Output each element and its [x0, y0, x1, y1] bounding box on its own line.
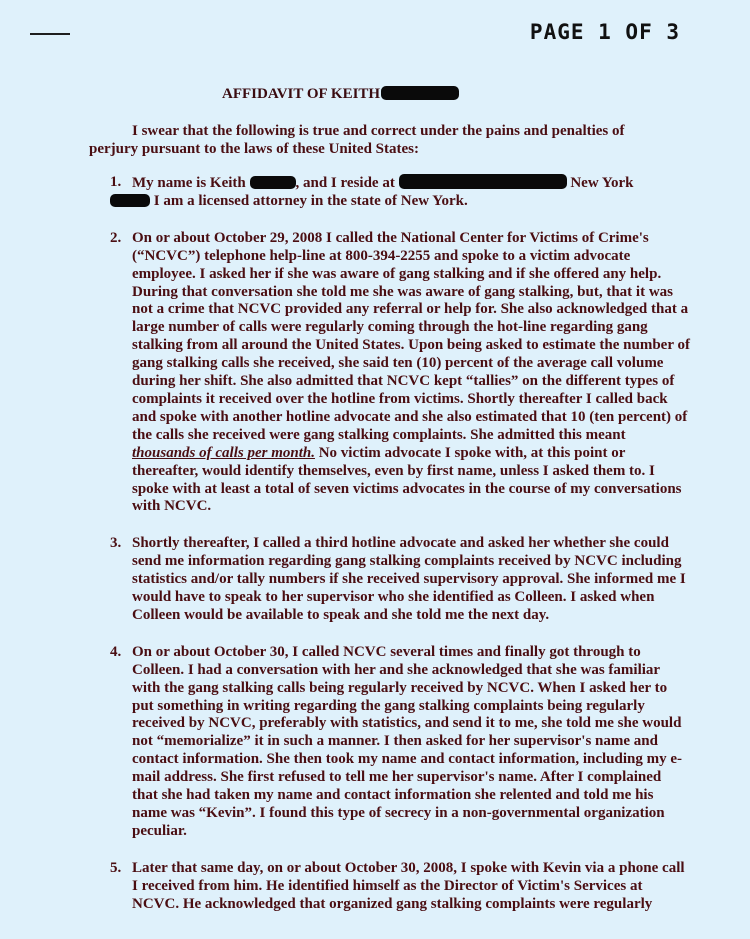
- emphasis-text: thousands of calls per month.: [132, 444, 315, 461]
- margin-mark: [30, 33, 70, 35]
- item-text: Shortly thereafter, I called a third hotline advocate and asked her whether she could send me information regarding gang stalking complaints received by NCVC including statistics and/or tally numbers if she received supervisory approval. She informed me I would have to speak to her supervisor who she identified as Colleen. I asked when Colleen would be available to speak and she told me the next day.: [132, 535, 686, 623]
- item-number: 4.: [110, 643, 122, 660]
- item-text-segment: New York: [570, 175, 634, 191]
- item-text-segment: On or about October 29, 2008 I called the National Center for Victims of Crime's (“NCVC”) telephone help-line at 800-394-2255 and spoke to a victim advocate employee. I asked her if she was aware of gang stalking and if she offered any help. During that conversation she told me she was aware of gang stalking, but, that it was not a crime that NCVC provided any referral or help for. She also acknowledged that a large number of calls were regularly coming through the hot-line regarding gang stalking from all around the United States. Upon being asked to estimate the number of gang stalking calls she received, she said ten (10) percent of the average call volume during her shift. She also admitted that NCVC kept “tallies” on the different types of complaints it received over the hotline from victims. Shortly thereafter I called back and spoke with another hotline advocate and she also estimated that 10 (ten percent) of the calls she received were gang stalking complaints. She admitted this meant: [132, 229, 690, 443]
- affidavit-item: [110, 860, 690, 914]
- page-number-label: PAGE 1 OF 3: [529, 20, 680, 44]
- item-number: 2.: [110, 229, 122, 246]
- title-text: AFFIDAVIT OF KEITH: [222, 86, 381, 102]
- item-number: 3.: [110, 535, 122, 552]
- intro-paragraph: I swear that the following is true and correct under the pains and penalties of perjury pursuant to the laws of these United States:: [89, 123, 625, 157]
- redaction-mark: [381, 86, 459, 100]
- item-number: 5.: [110, 859, 122, 876]
- affidavit-items: [110, 174, 690, 933]
- item-text-segment: My name is Keith: [132, 175, 246, 191]
- redaction-mark: [110, 194, 150, 207]
- item-text: [132, 230, 690, 517]
- item-text: Later that same day, on or about October 30, 2008, I spoke with Kevin via a phone call I received from him. He identified himself as the Director of Victim's Services at NCVC. He acknowledged that organized gang stalking complaints were regularly: [132, 859, 685, 912]
- item-text: [132, 174, 690, 211]
- affidavit-item: [110, 644, 690, 841]
- item-text: On or about October 30, I called NCVC several times and finally got through to Colleen. I had a conversation with her and she acknowledged that she was familiar with the gang stalking calls being regularly received by NCVC. When I asked her to put something in writing regarding the gang stalking complaints being regularly received by NCVC, preferably with statistics, and send it to me, she told me she would not “memorialize” it in such a manner. I then asked for her supervisor's name and contact information. She then took my name and contact information, including my e-mail address. She first refused to tell me her supervisor's name. After I complained that she had taken my name and contact information she relented and told me his name was “Kevin”. I found this type of secrecy in a non-governmental organization peculiar.: [132, 643, 682, 839]
- item-text-segment: No victim advocate I spoke with, at this point or thereafter, would identify themselves, even by first name, unless I asked them to. I spoke with at least a total of seven victims advocates in the course of my conversations with NCVC.: [132, 444, 682, 515]
- affidavit-item: [110, 535, 690, 625]
- item-number: 1.: [110, 174, 122, 190]
- redaction-mark: [399, 174, 567, 189]
- redaction-mark: [250, 176, 296, 189]
- item-text-segment: , and I reside at: [295, 175, 395, 191]
- item-text-segment: I am a licensed attorney in the state of New York.: [153, 192, 468, 209]
- affidavit-item: [110, 230, 690, 517]
- affidavit-item: [110, 174, 690, 211]
- document-title: [222, 86, 459, 103]
